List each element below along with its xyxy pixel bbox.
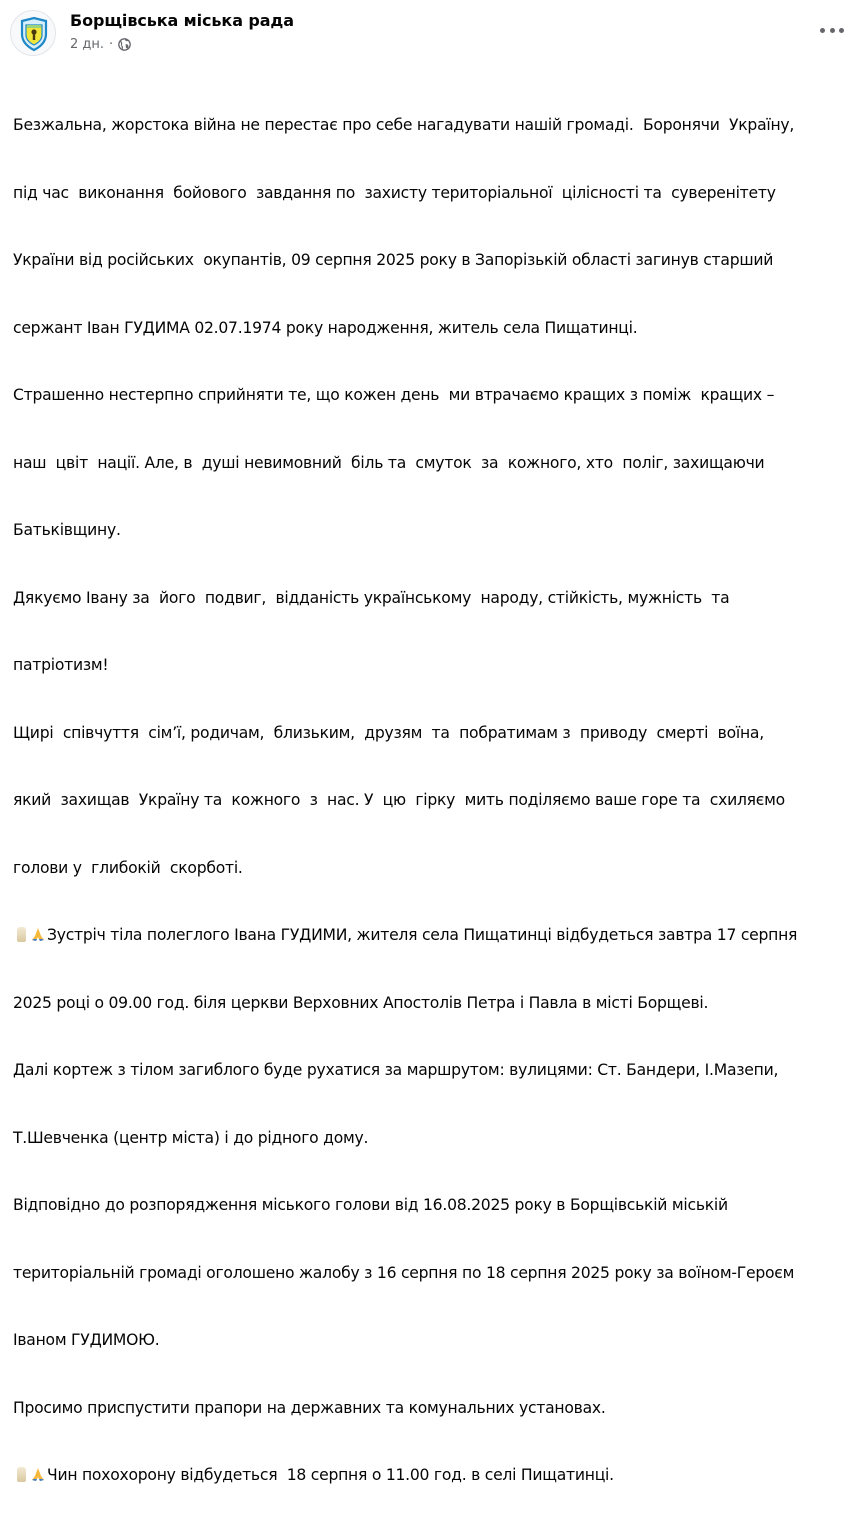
post-text-line: сержант Іван ГУДИМА 02.07.1974 року народження, житель села Пищатинці. <box>13 318 638 337</box>
post-text-line: під час виконання бойового завдання по захисту територіальної цілісності та суверенітету <box>13 183 776 202</box>
post-text-line: патріотизм! <box>13 656 109 674</box>
more-options-button[interactable] <box>820 22 844 38</box>
post-text-line: Далі кортеж з тілом загиблого буде рухатися за маршрутом: вулицями: Ст. Бандери, І.Мазепи, <box>13 1061 779 1079</box>
post-text-line: Батьківщину. <box>13 521 121 539</box>
page-avatar[interactable] <box>10 10 56 56</box>
post-text-line: Щирі співчуття сім’ї, родичам, близьким, друзям та побратимам з приводу смерті воїна, <box>13 723 764 742</box>
post-meta <box>70 37 131 52</box>
post-text-line: територіальній громаді оголошено жалобу з 16 серпня по 18 серпня 2025 року за воїном-Героєм <box>13 1263 795 1282</box>
page-name[interactable]: Борщівська міська рада <box>70 11 294 30</box>
more-options-icon-dot <box>820 28 825 33</box>
city-coat-of-arms-icon <box>20 18 48 50</box>
post-text-line: Просимо приспустити прапори на державних та комунальних установах. <box>13 1398 606 1417</box>
meta-separator: · <box>109 37 114 52</box>
more-options-icon-dot <box>839 28 844 33</box>
globe-icon <box>118 38 131 51</box>
post-text-line: Чин похохорону відбудеться 18 серпня о 11.00 год. в селі Пищатинці. <box>47 1466 614 1484</box>
more-options-icon-dot <box>830 28 835 33</box>
post-text-line-with-emoji <box>13 1464 853 1487</box>
post-text-line: Дякуємо Івану за його подвиг, відданість українському народу, стійкість, мужність та <box>13 588 730 607</box>
post-text-line: України від російських окупантів, 09 серпня 2025 року в Запорізькій області загинув старший <box>13 251 774 269</box>
post-text-line: 2025 році о 09.00 год. біля церкви Верховних Апостолів Петра і Павла в місті Борщеві. <box>13 993 709 1012</box>
post-text-line: наш цвіт нації. Але, в душі невимовний біль та смуток за кожного, хто поліг, захищаючи <box>13 453 765 472</box>
post-text-line: Відповідно до розпорядження міського голови від 16.08.2025 року в Борщівській міській <box>13 1196 728 1214</box>
post-text-line: Іваном ГУДИМОЮ. <box>13 1331 160 1349</box>
post-text-line: голови у глибокій скорботі. <box>13 858 243 877</box>
post-text-line: Т.Шевченка (центр міста) і до рідного дому. <box>13 1128 369 1147</box>
post-text-line: Безжальна, жорстока війна не перестає про себе нагадувати нашій громаді. Боронячи Україну, <box>13 116 795 134</box>
post-header <box>0 0 860 66</box>
folded-hands-icon <box>31 927 45 942</box>
folded-hands-icon <box>31 1467 45 1482</box>
post-text-line: який захищав Україну та кожного з нас. У цю гірку мить поділяємо ваше горе та схиляємо <box>13 791 785 809</box>
post-time[interactable]: 2 дн. <box>70 37 105 52</box>
post-text-line-with-emoji <box>13 924 853 947</box>
post-text-line: Страшенно нестерпно сприйняти те, що кожен день ми втрачаємо кращих з поміж кращих – <box>13 386 775 404</box>
post-text-line: Зустріч тіла полеглого Івана ГУДИМИ, жителя села Пищатинці відбудеться завтра 17 серпня <box>47 926 798 944</box>
candle-icon <box>17 1467 26 1482</box>
candle-icon <box>17 927 26 942</box>
post-text <box>13 69 853 1532</box>
